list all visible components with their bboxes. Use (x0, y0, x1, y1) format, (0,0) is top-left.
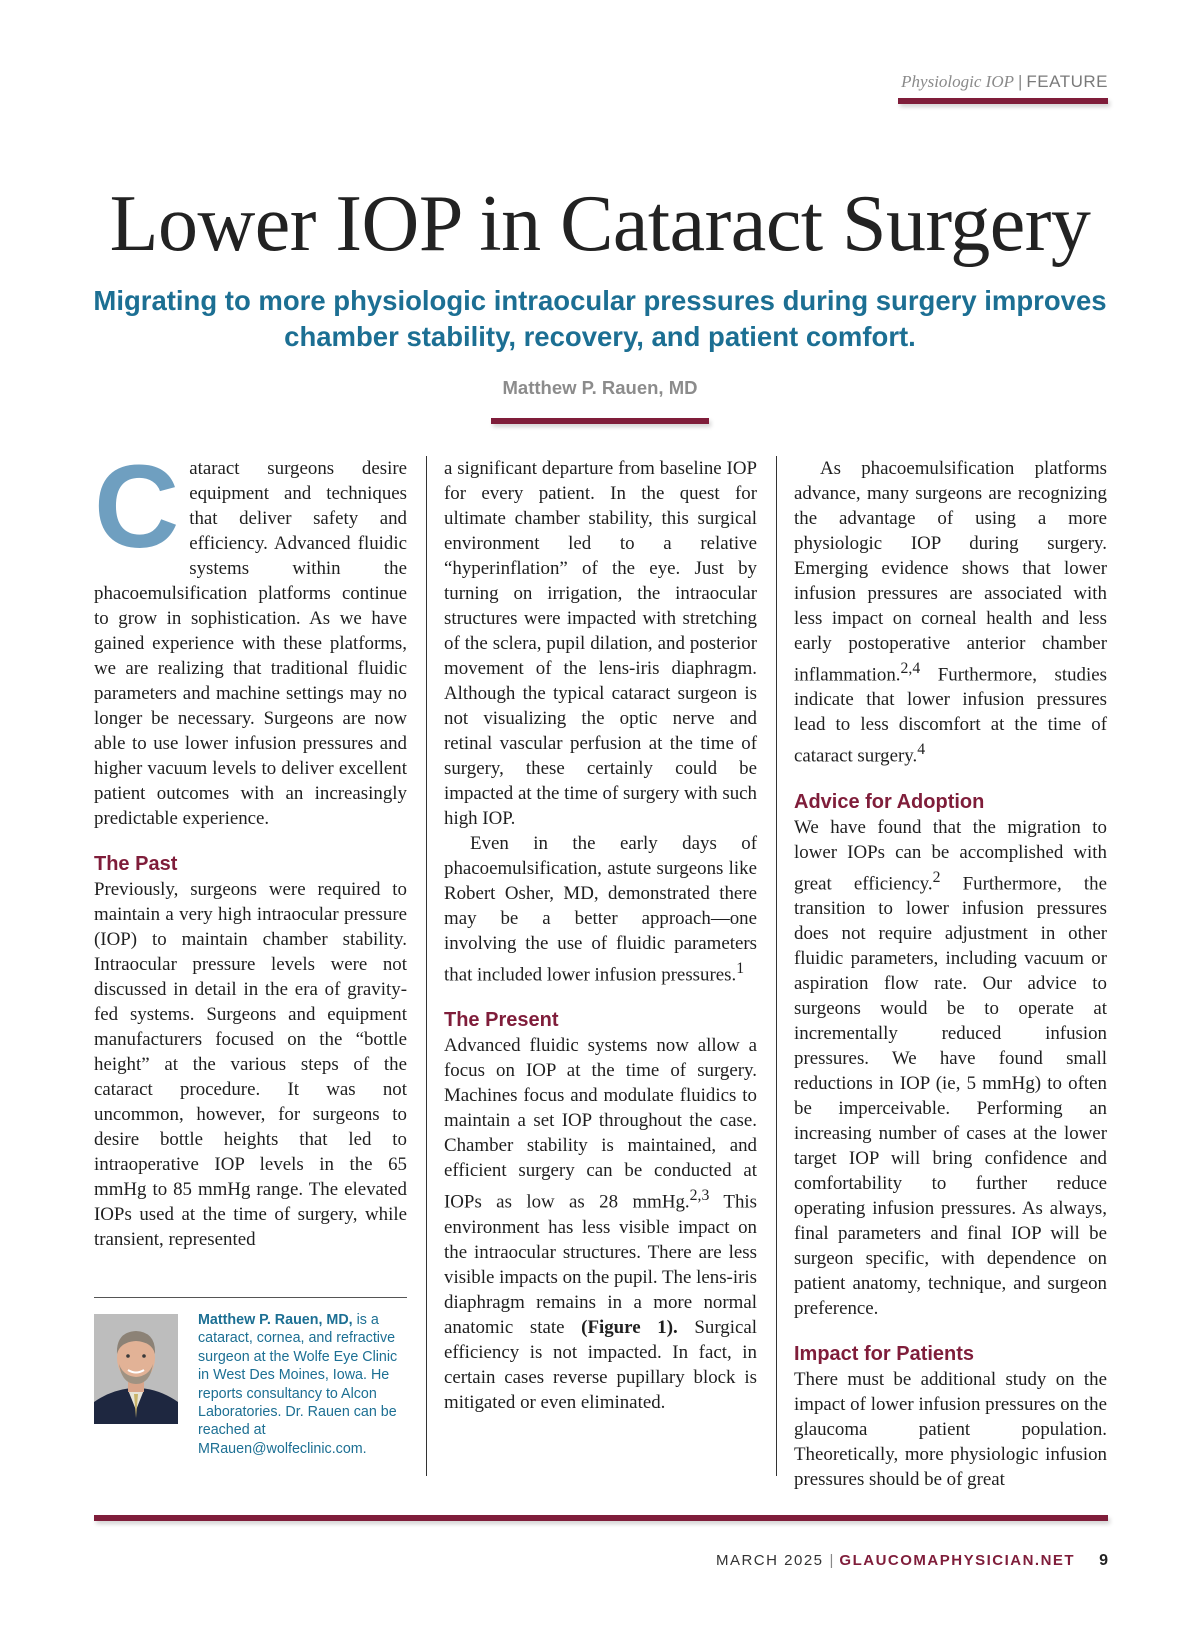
heading-the-present: The Present (444, 1009, 559, 1032)
section-type: FEATURE (1026, 72, 1108, 91)
footer-rule (94, 1515, 1108, 1521)
author-photo (94, 1314, 178, 1424)
byline-rule (491, 418, 709, 424)
present-text-b: This environment has less visible impact on the intraocular structures. There are less visible impacts on the pupil. The lens-iris diaphragm remains in a more normal anatomic state (444, 1191, 757, 1338)
author-portrait-image (94, 1314, 178, 1424)
paragraph-osher (444, 831, 757, 987)
present-text-c: Surgical efficiency is not impacted. In fact, in certain cases reverse pupillary block is mitigated or even eliminated. (444, 1316, 757, 1413)
website-link[interactable]: GLAUCOMAPHYSICIAN.NET (839, 1552, 1076, 1569)
paragraph-the-past: Previously, surgeons were required to maintain a very high intraocular pressure (IOP) to maintain chamber stability. Intraocular pressure levels were not discussed in detail in the era of gravity-fed systems. Surgeons and equipment manufacturers focused on the “bottle height” at the various steps of the cataract procedure. It was not uncommon, however, for surgeons to desire bottle heights that led to intraoperative IOP levels in the 65 mmHg to 85 mmHg range. The elevated IOPs used at the time of surgery, while transient, represented (94, 879, 407, 1250)
author-rule (94, 1297, 407, 1298)
paragraph-continued: a significant departure from baseline IOP for every patient. In the quest for ultimate chamber stability, this surgical environment led to a relative “hyperinflation” of the eye. Just by turning on irrigation, the intraocular structures were impacted with stretching of the sclera, pupil dilation, and posterior movement of the lens-iris diaphragm. Although the typical cataract surgeon is not visualizing the optic nerve and retinal vascular perfusion at the time of surgery, these certainly could be impacted at the time of surgery with such high IOP. (444, 458, 757, 829)
figure-reference: (Figure 1). (581, 1316, 678, 1338)
column-1 (94, 441, 407, 1252)
phaco-text-b: Furthermore, studies indicate that lower infusion pressures lead to less discomfort at the time of cataract surgery. (794, 664, 1107, 767)
reference-marker: 2,3 (689, 1187, 710, 1205)
reference-marker: 1 (736, 960, 745, 977)
intro-paragraph (94, 441, 407, 831)
column-2 (444, 456, 757, 1415)
paragraph-advice (794, 815, 1107, 1321)
reference-marker: 4 (917, 741, 926, 759)
heading-impact-for-patients: Impact for Patients (794, 1342, 975, 1365)
article-title: Lower IOP in Cataract Surgery (109, 180, 1091, 268)
present-text-a: Advanced fluidic systems now allow a focus on IOP at the time of surgery. Machines focus and modulate fluidics to maintain a set IOP throughout the case. Chamber stability is maintained, and efficient surgery can be conducted at IOPs as low as 28 mmHg. (444, 1035, 757, 1213)
reference-marker: 2 (932, 868, 941, 886)
section-name: Physiologic IOP (901, 72, 1014, 91)
section-header (901, 70, 1108, 94)
advice-text-a: We have found that the migration to lower IOPs can be accomplished with great efficiency. (794, 816, 1107, 894)
issue-date: MARCH 2025 (715, 1552, 824, 1569)
author-name: Matthew P. Rauen, MD, (198, 1312, 353, 1328)
paragraph-phaco-platforms (794, 456, 1107, 769)
heading-the-past: The Past (94, 853, 178, 875)
column-3 (794, 456, 1107, 1492)
header-rule (898, 98, 1108, 104)
page-number: 9 (1099, 1552, 1108, 1569)
heading-advice-for-adoption: Advice for Adoption (794, 790, 985, 813)
intro-text: ataract surgeons desire equipment and techniques that deliver safety and efficiency. Advanced fluidic systems within the phacoemulsification platforms continue to grow in sophistication. As we have gained experience with these platforms, we are realizing that traditional fluidic parameters and machine settings may no longer be necessary. Surgeons are now able to use lower infusion pressures and higher vacuum levels to deliver excellent patient outcomes with an increasingly predictable experience. (94, 458, 407, 829)
byline: Matthew P. Rauen, MD (502, 377, 698, 398)
article-subtitle: Migrating to more physiologic intraocular pressures during surgery improves chamber stability, recovery, and patient comfort. (93, 285, 1107, 352)
column-divider (776, 456, 777, 1476)
author-bio (198, 1311, 410, 1458)
page-footer (716, 1552, 1108, 1570)
paragraph-osher-text: Even in the early days of phacoemulsification, astute surgeons like Robert Osher, MD, demonstrated there may be a better approach—one involving the use of fluidic parameters that included lower infusion pressures. (444, 833, 757, 986)
paragraph-the-present (444, 1033, 757, 1414)
drop-cap: C (94, 441, 180, 573)
header-separator: | (1018, 72, 1023, 91)
paragraph-impact: There must be additional study on the impact of lower infusion pressures on the glaucoma patient population. Theoretically, more physiologic infusion pressures should be of great (794, 1368, 1107, 1490)
phaco-text-a: As phacoemulsification platforms advance, many surgeons are recognizing the advantage of using a more physiologic IOP during surgery. Emerging evidence shows that lower infusion pressures are associated with less impact on corneal health and less early postoperative anterior chamber inflammation. (794, 458, 1107, 686)
column-divider (426, 456, 427, 1476)
author-bio-text: is a cataract, cornea, and refractive surgeon at the Wolfe Eye Clinic in West Des Moines, Iowa. He reports consultancy to Alcon Laboratories. Dr. Rauen can be reached at MRauen@wolfeclinic.com. (198, 1312, 398, 1457)
reference-marker: 2,4 (900, 660, 921, 677)
advice-text-b: Furthermore, the transition to lower infusion pressures does not require adjustment in other fluidic parameters, including vacuum or aspiration flow rate. Our advice to surgeons would be to operate at incrementally reduced infusion pressures. We have found small reductions in IOP (ie, 5 mmHg) to often be imperceivable. Performing an increasing number of cases at the lower target IOP will bring confidence and comfortability to further reduce operating infusion pressures. As always, final parameters and final IOP will be surgeon specific, with dependence on patient anatomy, technique, and surgeon preference. (794, 872, 1107, 1319)
footer-separator: | (829, 1552, 834, 1569)
